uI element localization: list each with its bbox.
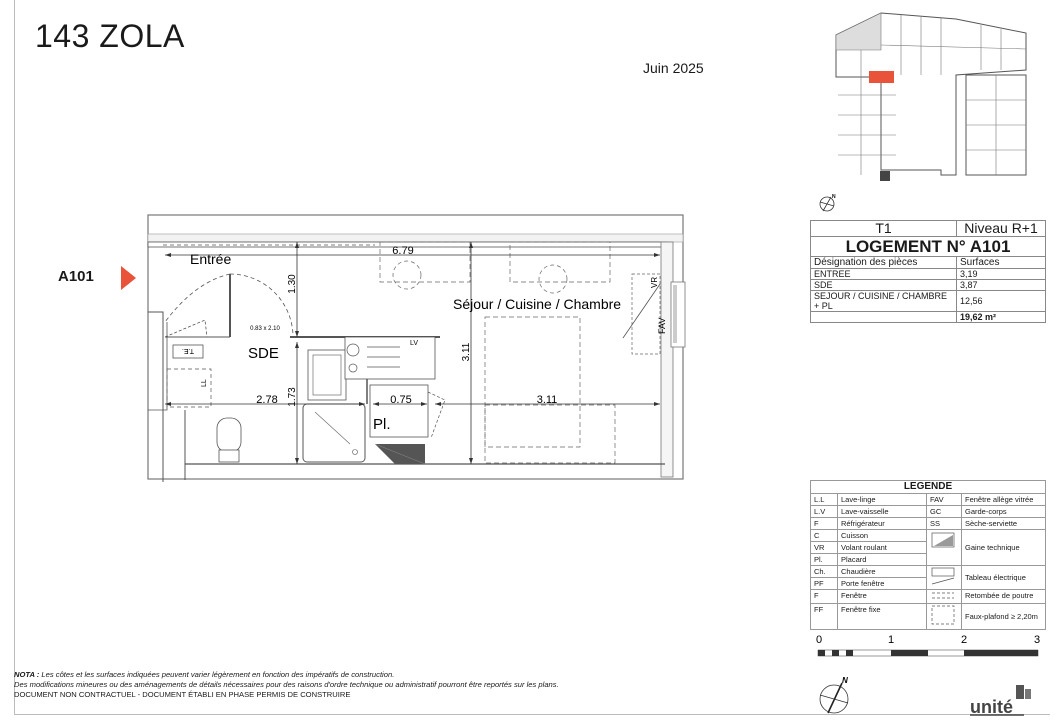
svg-text:VR: VR	[650, 276, 659, 288]
dim-placard: 0.75	[390, 394, 412, 406]
legend-title: LEGENDE	[811, 481, 1046, 494]
dim-door: 0.83 x 2.10	[250, 326, 280, 332]
room-sejour: Séjour / Cuisine / Chambre	[453, 296, 622, 312]
project-title: 143 ZOLA	[35, 18, 185, 54]
svg-text:N: N	[832, 194, 836, 200]
apartment-type: T1	[811, 221, 957, 237]
total-row	[811, 312, 1046, 323]
legend-table: LEGENDE L.L Lave-linge FAV Fenêtre allège vitrée L.V Lave-vaisselle GC Garde-corps F Réfrigérateur SS Sèche-serviette C Cuisson Gaine technique VR Volant roulant Pl. Placard Ch. Chaudière Tableau électrique PF Porte fenêtre F Fenêtre Retombée de poutre FF Fenêtre fixe Faux-plafond ≥ 2,20m	[810, 480, 1046, 630]
building-key-map	[826, 5, 1036, 185]
svg-text:1: 1	[888, 634, 895, 646]
unite-logo	[968, 683, 1038, 722]
total-surface: 19,62 m²	[957, 312, 1046, 323]
legal-note: NOTA : Les côtes et les surfaces indiquées peuvent varier légèrement en fonction des impératifs de construction. Des modifications mineures ou des aménagements de détails nécessaires pour des raisons d'ordre technique ou administratif pourront être reportés sur les plans. DOCUMENT NON CONTRACTUEL - DOCUMENT ÉTABLI EN PHASE PERMIS DE CONSTRUIRE	[14, 670, 559, 699]
retombee-symbol	[927, 590, 962, 604]
svg-text:LV: LV	[410, 340, 419, 347]
dim-overall: 6.79	[392, 245, 414, 257]
north-compass-icon	[818, 673, 858, 715]
dim-sejour-depth: 3.11	[461, 342, 472, 362]
svg-text:N: N	[842, 676, 848, 685]
level: Niveau R+1	[957, 221, 1046, 237]
table-row: SEJOUR / CUISINE / CHAMBRE + PL 12,56	[811, 291, 1046, 312]
svg-text:2: 2	[961, 634, 968, 646]
col-surface-header: Surfaces	[957, 257, 1046, 269]
room-entree: Entrée	[190, 251, 232, 267]
room-sde: SDE	[248, 345, 279, 362]
dim-sde-depth: 1.73	[287, 387, 298, 407]
table-row: ENTREE 3,19	[811, 269, 1046, 280]
svg-text:FAV: FAV	[657, 317, 667, 334]
unit-label: A101	[58, 268, 94, 285]
col-room-header: Désignation des pièces	[811, 257, 957, 269]
dim-sde-width: 2.78	[256, 394, 278, 406]
room-placard: Pl.	[373, 416, 391, 433]
svg-text:3: 3	[1034, 634, 1041, 646]
table-row: SDE 3,87	[811, 280, 1046, 291]
dim-sejour-width: 3.11	[536, 394, 558, 406]
svg-text:LL: LL	[201, 379, 208, 387]
faux-plafond-symbol	[927, 604, 962, 630]
document-date: Juin 2025	[643, 60, 704, 76]
floor-plan	[145, 212, 690, 484]
tableau-electrique-symbol	[927, 566, 962, 590]
svg-text:0: 0	[816, 634, 823, 646]
svg-text:T.E.: T.E.	[181, 347, 195, 354]
gaine-technique-symbol	[927, 530, 962, 566]
dim-entree-depth: 1.30	[287, 274, 298, 294]
surface-table	[810, 220, 1046, 323]
compass-icon	[818, 192, 840, 214]
unit-arrow-icon	[121, 266, 136, 290]
unit-highlight	[869, 71, 894, 83]
scale-bar	[816, 633, 1046, 661]
svg-text:unité: unité	[970, 697, 1013, 717]
logement-number: LOGEMENT N° A101	[811, 237, 1046, 257]
